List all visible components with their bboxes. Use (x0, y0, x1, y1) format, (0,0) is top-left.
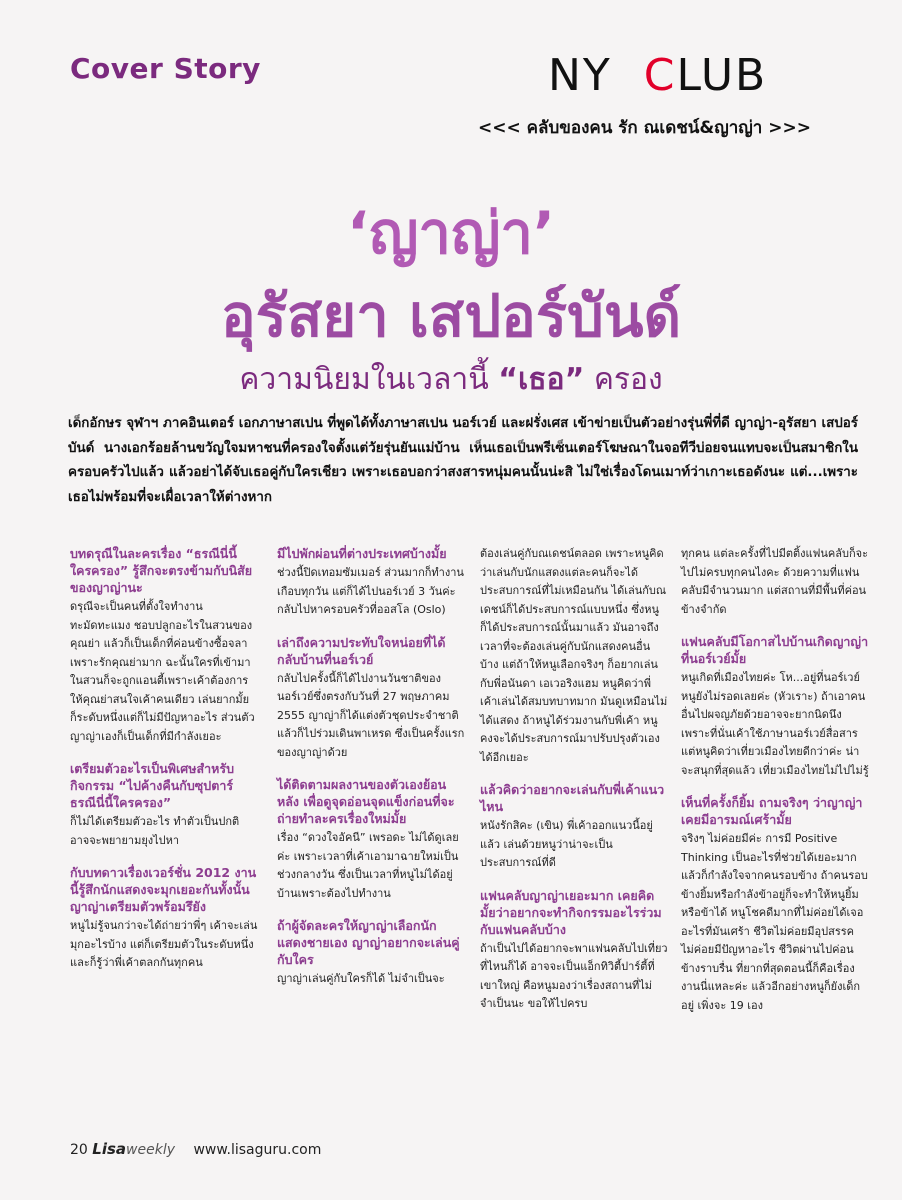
headline-tagline (0, 360, 902, 400)
headline-name: ‘ญาญ่า’ (346, 199, 556, 267)
question: บทดรุณีในละครเรื่อง “ธรณีนี่นี้ใครครอง” รู้สึกจะตรงข้ามกับนิสัยของญาญ่านะ (70, 546, 253, 595)
answer: ดรุณีจะเป็นคนที่ตั้งใจทำงาน ทะมัดทะแมง ชอบปลูกอะไรในสวนของคุณย่า แล้วก็เป็นเด็กที่ค่อนข้างซื้อจลา เพราะรักคุณย่ามาก ฉะนั้นใครที่เข้ามาในสวนก็จะถูกแอนตี้เพราะเค้าต้องการให้คุณย่าสนใจเค้าคนเดียว เล่นยากมั้ย ก็ระดับหนึ่งแต่ก็ไม่มีปัญหาอะไร ส่วนตัวญาญ่าเองก็เป็นเด็กที่มีกำลังเยอะ (70, 600, 255, 743)
answer: ญาญ่าเล่นคู่กับใครก็ได้ ไม่จำเป็นจะ (277, 972, 445, 985)
question: แฟนคลับญาญ่าเยอะมาก เคยคิดมั้ยว่าอยากจะทำกิจกรรมอะไรร่วมกับแฟนคลับบ้าง (480, 887, 662, 937)
article-column-1 (70, 545, 258, 987)
club-logo-left: NY (548, 50, 612, 101)
section-label: Cover Story (70, 52, 261, 85)
answer: ทุกคน แต่ละครั้งที่ไปมีตติ้งแฟนคลับก็จะไปไม่ครบทุกคนไงคะ ด้วยความที่แฟนคลับมีจำนวนมาก แต่สถานที่มีพื้นที่ค่อนข้างจำกัด (681, 547, 868, 616)
article-column-3 (480, 545, 668, 1028)
club-logo-right: LUB (676, 50, 768, 101)
answer: จริงๆ ไม่ค่อยมีค่ะ การมี Positive Thinking เป็นอะไรที่ช่วยได้เยอะมาก แล้วก็กำลังใจจากคนรอบข้าง ถ้าคนรอบข้างยิ้มหรือกำลังข้าอยู่ก็จะทำให้หนูยิ้มหรือข้าได้ หนูโชคดีมากที่ไม่ค่อยได้เจออะไรที่มันเศร้า ชีวิตไม่ค่อยมีอุปสรรค ไม่ค่อยมีปัญหาอะไร ชีวิตผ่านไปค่อนข้างราบรื่น ที่ยากที่สุดตอนนี้ก็คือเรื่องงานนี่แหละค่ะ แล้วอีกอย่างหนูก็ยังเด็กอยู่ เพิ่งจะ 19 เอง (681, 832, 868, 1012)
answer: ก็ไม่ได้เตรียมตัวอะไร ทำตัวเป็นปกติ อาจจะพยายามยุงไปหา (70, 815, 240, 847)
page-number: 20 (70, 1142, 88, 1158)
club-subtitle: <<< คลับของคน รัก ณเดชน์&ญาญ่า >>> (478, 118, 811, 138)
magazine-brand-suffix: weekly (126, 1142, 175, 1158)
article-column-2 (277, 545, 465, 1003)
question: กับบทดาวเรื่องเวอร์ชั่น 2012 งานนี้รู้สึกนักแสดงจะมุกเยอะกันทั้งนั้น ญาญ่าเตรียมตัวพร้อมรึยัง (70, 865, 257, 914)
answer: กลับไปครั้งนี้ก็ได้ไปงานวันชาติของนอร์เวย์ซึ่งตรงกับวันที่ 27 พฤษภาคม 2555 ญาญ่าก็ได้แต่งตัวชุดประจำชาติแล้วก็ไปร่วมเดินพาเหรด ซึ่งเป็นครั้งแรกของญาญ่าด้วย (277, 671, 465, 759)
article-column-4 (681, 545, 869, 1029)
answer: หนังรักสิคะ (เขิน) พี่เค้าออกแนวนี้อยู่แล้ว เล่นด้วยหนูว่าน่าจะเป็นประสบการณ์ที่ดี (480, 819, 653, 869)
answer: ต้องเล่นคู่กับณเดชน์ตลอด เพราะหนูคิดว่าเล่นกับนักแสดงแต่ละคนก็จะได้ประสบการณ์ที่ไม่เหมือนกัน ได้เล่นกับณเดชน์ก็ได้ประสบการณ์แบบหนึ่ง ซึ่งหนูก็ได้ประสบการณ์นั้นมาแล้ว มันอาจถึงเวลาที่จะต้องเล่นคู่กับนักแสดงคนอื่นบ้าง แต่ถ้าให้หนูเลือกจริงๆ ก็อยากเล่นกับพี่อนันดา เอเวอริงแฮม หนูคิดว่าพี่เค้าเล่นได้สมบทบาทมาก มันดูเหมือนไม่ได้แสดง ถ้าหนูได้ร่วมงานกับพี่เค้า หนูคงจะได้ประสบการณ์มาปรับปรุงตัวเองได้อีกเยอะ (480, 547, 668, 764)
headline-tagline-pre: ความนิยมในเวลานี้ (239, 362, 499, 397)
lead-paragraph: เด็กอักษร จุฬาฯ ภาคอินเตอร์ เอกภาษาสเปน ที่พูดได้ทั้งภาษาสเปน นอร์เวย์ และฝรั่งเศส เข้าข่ายเป็นตัวอย่างรุ่นพี่ที่ดี ญาญ่า-อุรัสยา เสปอร์บันด์ นางเอกร้อยล้านขวัญใจมหาชนที่ครองใจตั้งแต่วัยรุ่นยันแม่บ้าน เห็นเธอเป็นพรีเซ็นเตอร์โฆษณาในจอทีวีบ่อยจนแทบจะเป็นสมาชิกในครอบครัวไปแล้ว แล้วอย่าได้จับเธอคู่กับใครเชียว เพราะเธอบอกว่าสงสารหนุ่มคนนั้นน่ะสิ ไม่ใช่เรื่องโดนเมาท์ว่าเกาะเธอดังนะ แต่...เพราะเธอไม่พร้อมที่จะเผื่อเวลาให้ต่างหาก (68, 416, 858, 505)
question: เล่าถึงความประทับใจหน่อยที่ได้กลับบ้านที่นอร์เวย์ (277, 634, 446, 667)
question: แฟนคลับมีโอกาสไปบ้านเกิดญาญ่าที่นอร์เวย์มั้ย (681, 634, 869, 666)
answer: ช่วงนี้ปิดเทอมซัมเมอร์ ส่วนมากก็ทำงานเกือบทุกวัน แต่ก็ได้ไปนอร์เวย์ 3 วันค่ะ กลับไปหาครอบครัวที่ออสโล (Oslo) (277, 566, 464, 616)
club-logo (548, 52, 767, 100)
headline-tagline-post: ครอง (584, 362, 663, 397)
website-link[interactable]: www.lisaguru.com (193, 1142, 322, 1158)
question: เตรียมตัวอะไรเป็นพิเศษสำหรับกิจกรรม “ไปค้างคืนกับซุปตาร์ธรณีนี่นี้ใครครอง” (70, 761, 235, 810)
magazine-brand: Lisa (92, 1140, 127, 1158)
question: ได้ติดตามผลงานของตัวเองย้อนหลัง เพื่อดูจุดอ่อนจุดแข็งก่อนที่จะถ่ายทำละครเรื่องใหม่มั้ย (277, 777, 455, 826)
question: แล้วคิดว่าอยากจะเล่นกับพี่เค้าแนวไหน (480, 782, 665, 814)
headline-fullname: อุรัสยา เสปอร์บันด์ (220, 282, 682, 350)
question: มีไปพักผ่อนที่ต่างประเทศบ้างมั้ย (277, 546, 447, 561)
question: เห็นที่ครั้งก็ยิ้ม ถามจริงๆ ว่าญาญ่าเคยมีอารมณ์เศร้ามั้ย (681, 795, 863, 827)
question: ถ้าผู้จัดละครให้ญาญ่าเลือกนักแสดงชายเอง ญาญ่าอยากจะเล่นคู่กับใคร (277, 918, 460, 967)
page-footer (70, 1140, 321, 1158)
answer: ถ้าเป็นไปได้อยากจะพาแฟนคลับไปเที่ยวที่ไหนก็ได้ อาจจะเป็นแอ็กทิวิตี้ปาร์ตี้ที่เขาใหญ่ คือหนูมองว่าเรื่องสถานที่ไม่จำเป็นนะ ขอให้ไปครบ (480, 941, 668, 1010)
club-logo-accent: C (643, 50, 677, 101)
answer: หนูเกิดที่เมืองไทยค่ะ โห...อยู่ที่นอร์เวย์หนูยังไม่รอดเลยค่ะ (หัวเราะ) ถ้าเอาคนอื่นไปผจญภัยด้วยอาจจะยากนิดนึง เพราะที่นั่นเค้าใช้ภาษานอร์เวย์สื่อสาร แต่หนูคิดว่าเที่ยวเมืองไทยดีกว่าค่ะ น่าจะสนุกที่สุดแล้ว เที่ยวเมืองไทยไม่ไปไม่รู้ (681, 671, 869, 777)
headline-tagline-emph: “เธอ” (498, 362, 585, 397)
answer: หนูไม่รู้จนกว่าจะได้ถ่ายว่าพี่ๆ เค้าจะเล่นมุกอะไรบ้าง แต่ก็เตรียมตัวในระดับหนึ่ง และก็รู้ว่าพี่เค้าตลกกันทุกคน (70, 919, 258, 969)
answer: เรื่อง “ดวงใจอัคนี” เพรอดะ ไม่ได้ดูเลยค่ะ เพราะเวลาที่เค้าเอามาฉายใหม่เป็นช่วงกลางวัน ซึ่งเป็นเวลาที่หนูไม่ได้อยู่บ้านเพราะต้องไปทำงาน (277, 831, 459, 900)
